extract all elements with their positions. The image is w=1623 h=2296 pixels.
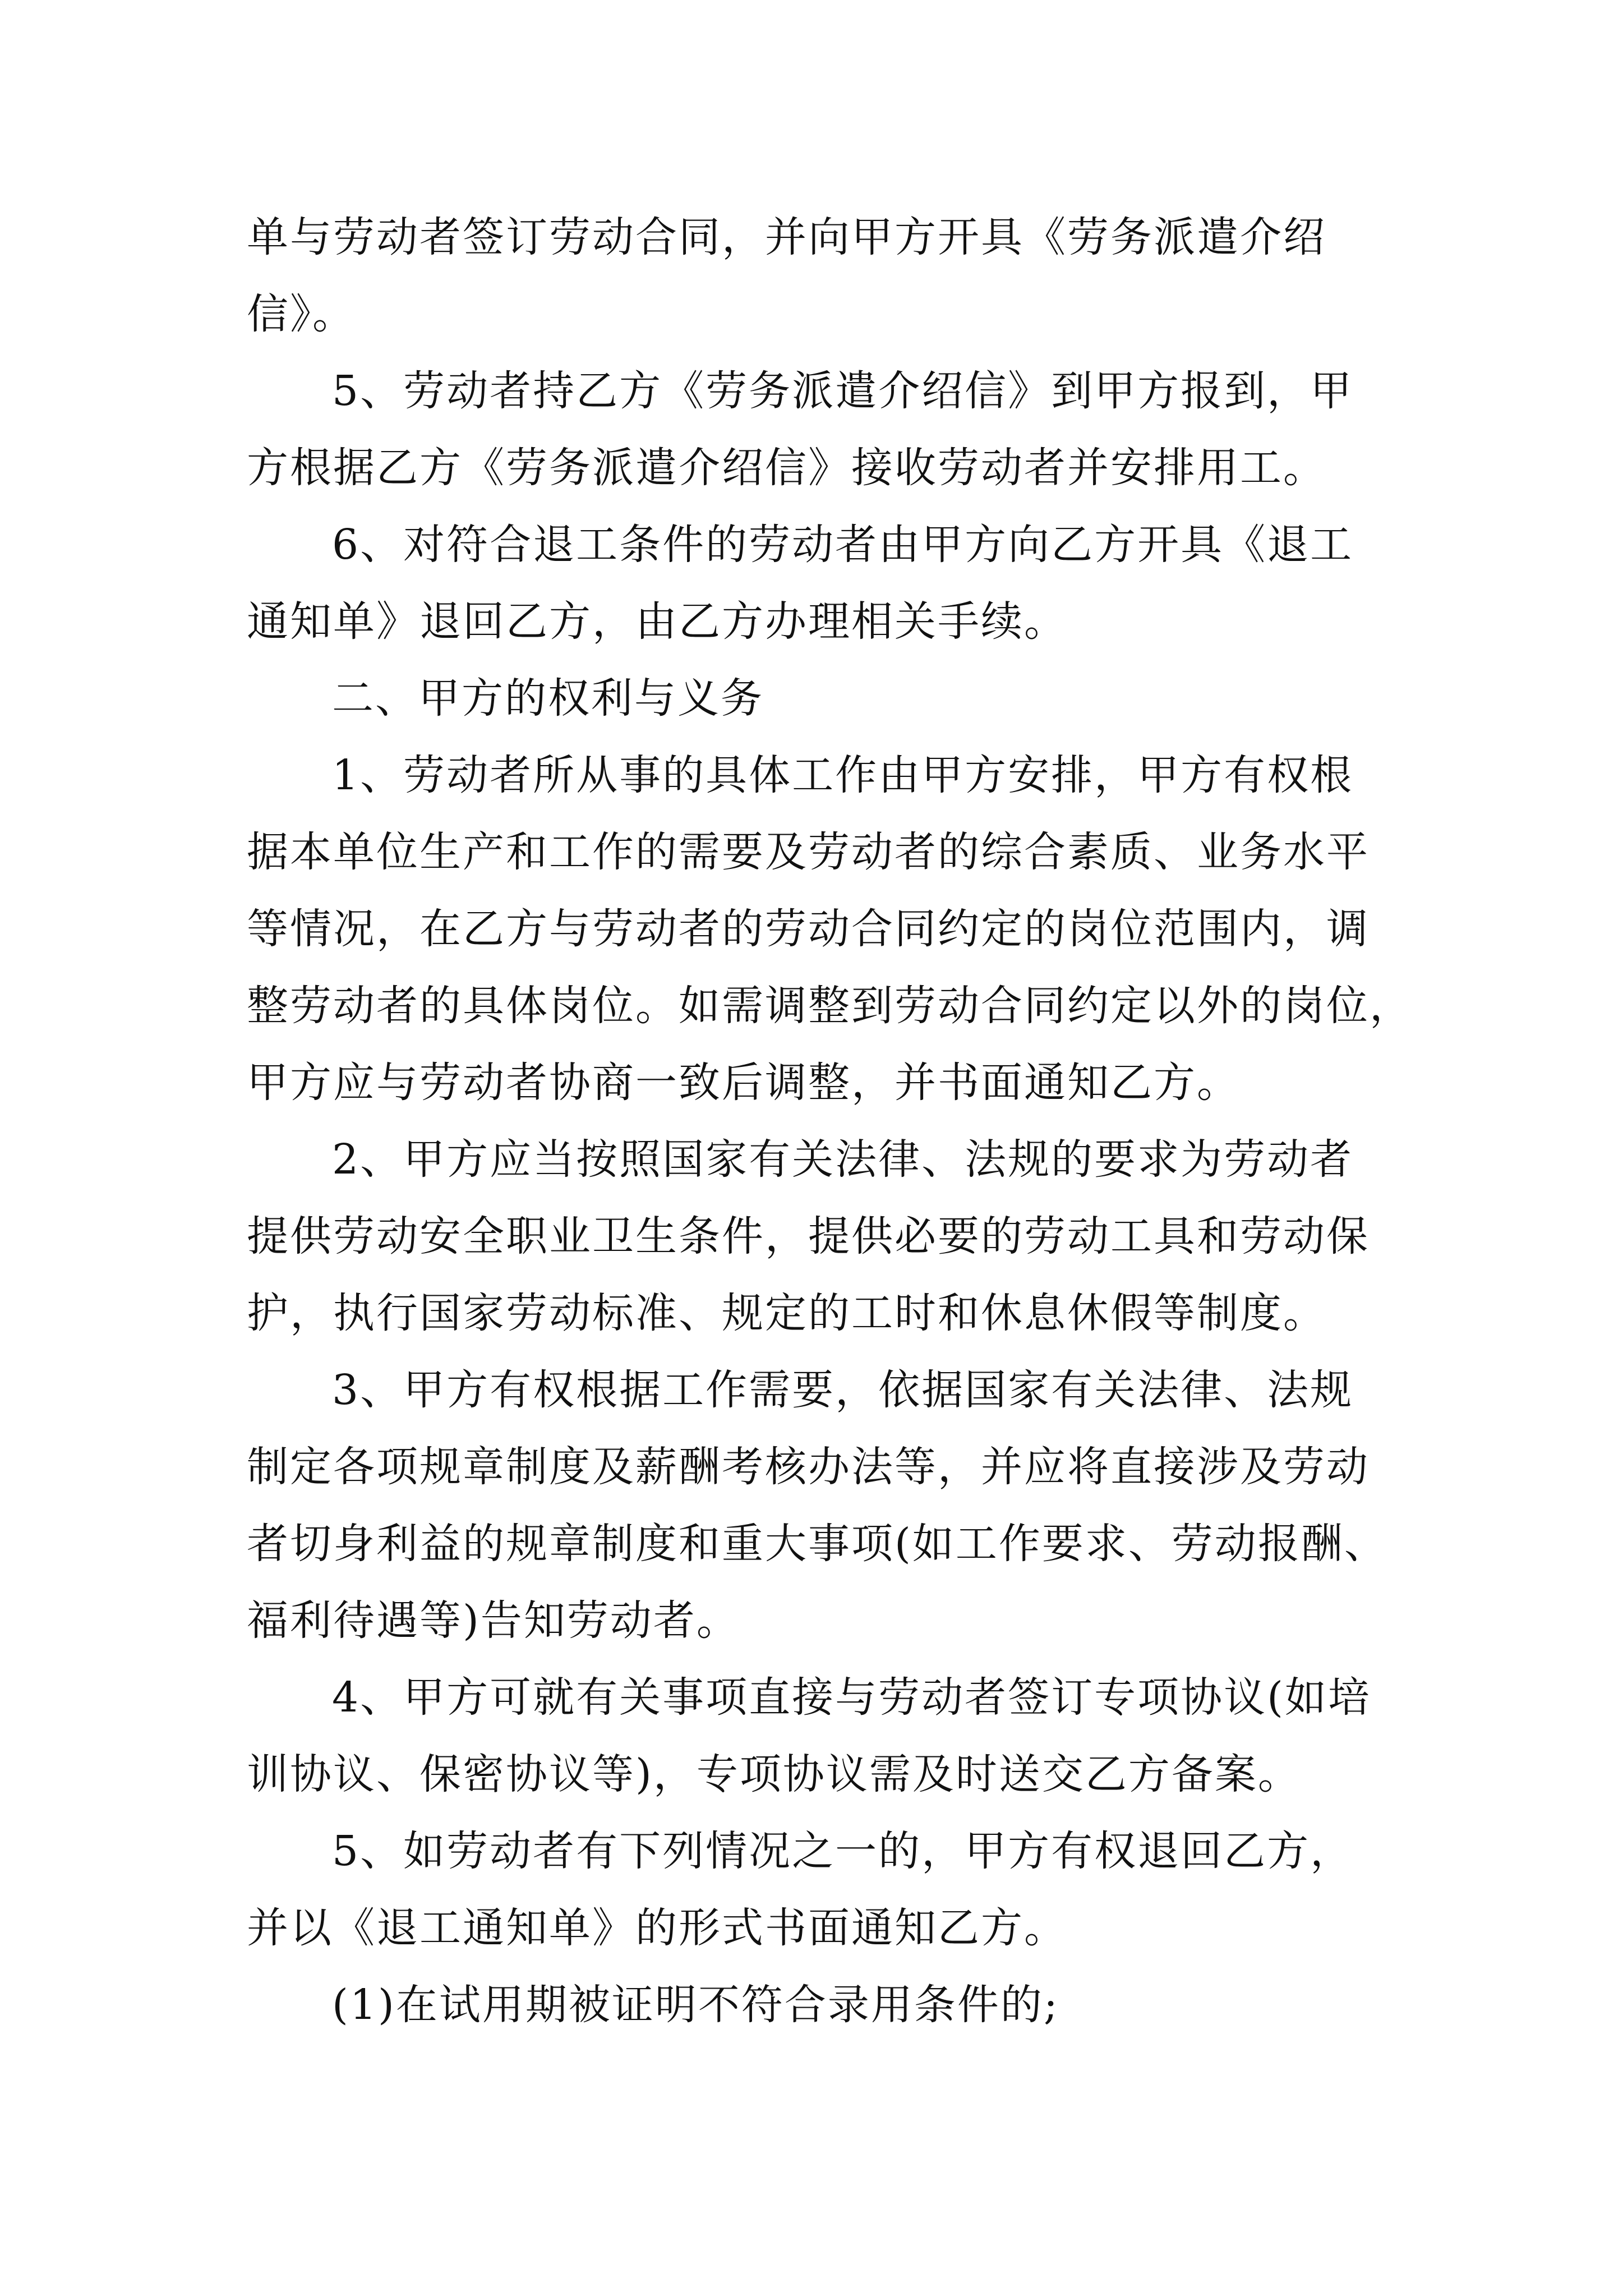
text-line: 提供劳动安全职业卫生条件，提供必要的劳动工具和劳动保 <box>247 1212 1370 1260</box>
text-line: 单与劳动者签订劳动合同，并向甲方开具《劳务派遣介绍 <box>247 213 1326 261</box>
document-body <box>247 199 1413 2044</box>
text-line: 护，执行国家劳动标准、规定的工时和休息休假等制度。 <box>247 1289 1326 1337</box>
section-heading: 二、甲方的权利与义务 <box>332 674 764 723</box>
text-line: 甲方应与劳动者协商一致后调整，并书面通知乙方。 <box>247 1059 1240 1107</box>
text-line: 者切身利益的规章制度和重大事项(如工作要求、劳动报酬、 <box>247 1520 1387 1568</box>
text-line: 并以《退工通知单》的形式书面通知乙方。 <box>247 1904 1067 1952</box>
text-line: 制定各项规章制度及薪酬考核办法等，并应将直接涉及劳动 <box>247 1443 1370 1491</box>
text-line: 方根据乙方《劳务派遣介绍信》接收劳动者并安排用工。 <box>247 444 1326 492</box>
text-line: 福利待遇等)告知劳动者。 <box>247 1596 740 1645</box>
text-line: 信》。 <box>247 290 356 338</box>
text-line: 训协议、保密协议等)，专项协议需及时送交乙方备案。 <box>247 1750 1301 1798</box>
text-line: 2、甲方应当按照国家有关法律、法规的要求为劳动者 <box>332 1135 1354 1184</box>
text-line: 整劳动者的具体岗位。如需调整到劳动合同约定以外的岗位， <box>247 982 1413 1030</box>
text-line: 5、如劳动者有下列情况之一的，甲方有权退回乙方， <box>332 1827 1354 1875</box>
text-line: 通知单》退回乙方，由乙方办理相关手续。 <box>247 597 1067 646</box>
text-line: 1、劳动者所从事的具体工作由甲方安排，甲方有权根 <box>332 751 1354 799</box>
text-line: 6、对符合退工条件的劳动者由甲方向乙方开具《退工 <box>332 521 1354 569</box>
text-line: 4、甲方可就有关事项直接与劳动者签订专项协议(如培 <box>332 1673 1371 1722</box>
text-line: 等情况，在乙方与劳动者的劳动合同约定的岗位范围内，调 <box>247 905 1370 953</box>
list-item: (1)在试用期被证明不符合录用条件的; <box>332 1981 1059 2029</box>
text-line: 3、甲方有权根据工作需要，依据国家有关法律、法规 <box>332 1366 1354 1414</box>
text-line: 5、劳动者持乙方《劳务派遣介绍信》到甲方报到，甲 <box>332 367 1354 415</box>
text-line: 据本单位生产和工作的需要及劳动者的综合素质、业务水平 <box>247 828 1370 876</box>
